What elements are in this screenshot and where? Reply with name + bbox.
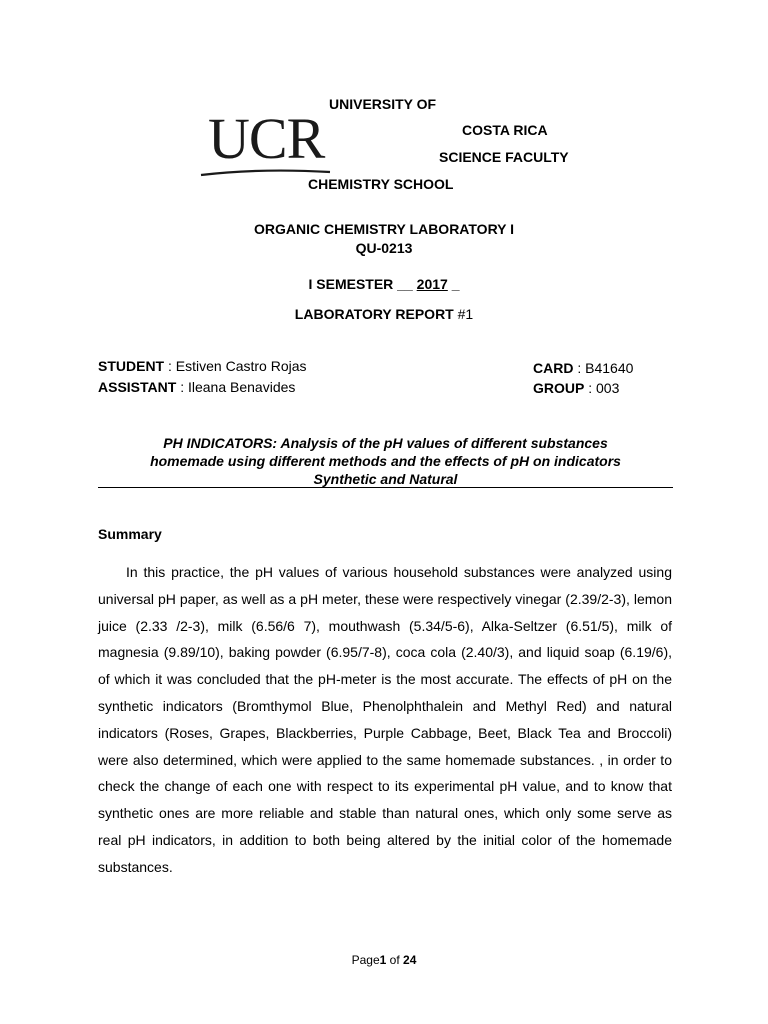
assistant-line xyxy=(98,379,295,395)
student-value: : Estiven Castro Rojas xyxy=(164,358,307,374)
card-value: : B41640 xyxy=(573,360,634,376)
summary-heading: Summary xyxy=(98,526,162,542)
page-word: Page xyxy=(351,953,380,967)
title-divider xyxy=(98,487,673,488)
group-line xyxy=(533,380,619,396)
report-title xyxy=(98,434,673,488)
course-name: ORGANIC CHEMISTRY LABORATORY I xyxy=(253,221,515,237)
course-code: QU-0213 xyxy=(355,240,413,256)
student-label: STUDENT xyxy=(98,358,165,374)
group-value: : 003 xyxy=(584,380,620,396)
page-number xyxy=(0,953,768,967)
school-label: CHEMISTRY SCHOOL xyxy=(308,176,454,192)
semester-blank: __ xyxy=(393,276,417,292)
costa-rica-label: COSTA RICA xyxy=(462,122,548,138)
university-of-label: UNIVERSITY OF xyxy=(329,96,437,112)
ucr-logo xyxy=(200,108,330,178)
page-total: 24 xyxy=(403,953,417,967)
card-label: CARD xyxy=(533,360,574,376)
report-number: #1 xyxy=(453,306,474,322)
student-line xyxy=(98,358,307,374)
assistant-label: ASSISTANT xyxy=(98,379,177,395)
faculty-label: SCIENCE FACULTY xyxy=(439,149,569,165)
page-current: 1 xyxy=(379,953,387,967)
title-line-2: homemade using different methods and the effects of pH on indicators xyxy=(150,453,621,469)
card-line xyxy=(533,360,633,376)
semester-label: I SEMESTER xyxy=(308,276,394,292)
logo-text: UCR xyxy=(208,106,325,171)
report-line xyxy=(0,306,768,322)
semester-line xyxy=(0,276,768,292)
page-of: of xyxy=(386,953,404,967)
report-label: LABORATORY REPORT xyxy=(294,306,454,322)
assistant-value: : Ileana Benavides xyxy=(176,379,296,395)
title-line-1: PH INDICATORS: Analysis of the pH values of different substances xyxy=(163,435,608,451)
title-line-3: Synthetic and Natural xyxy=(313,471,458,487)
semester-year: 2017 xyxy=(416,276,448,292)
summary-paragraph: In this practice, the pH values of various household substances were analyzed using universal pH paper, as well as a pH meter, these were respectively vinegar (2.39/2-3), lemon juice (2.33 /2-3), milk (6.56/6 7), mouthwash (5.34/5-6), Alka-Seltzer (6.51/5), milk of magnesia (9.89/10), baking powder (6.95/7-8), coca cola (2.40/3), and liquid soap (6.19/6), of which it was concluded that the pH-meter is the most accurate. The effects of pH on the synthetic indicators (Bromthymol Blue, Phenolphthalein and Methyl Red) and natural indicators (Roses, Grapes, Blackberries, Purple Cabbage, Beet, Black Tea and Broccoli) were also determined, which were applied to the same homemade substances. , in order to check the change of each one with respect to its experimental pH value, and to know that synthetic ones are more reliable and stable than natural ones, which only some serve as real pH indicators, in addition to both being altered by the initial color of the homemade substances. xyxy=(98,564,672,875)
group-label: GROUP xyxy=(533,380,585,396)
semester-blank-end: _ xyxy=(447,276,460,292)
